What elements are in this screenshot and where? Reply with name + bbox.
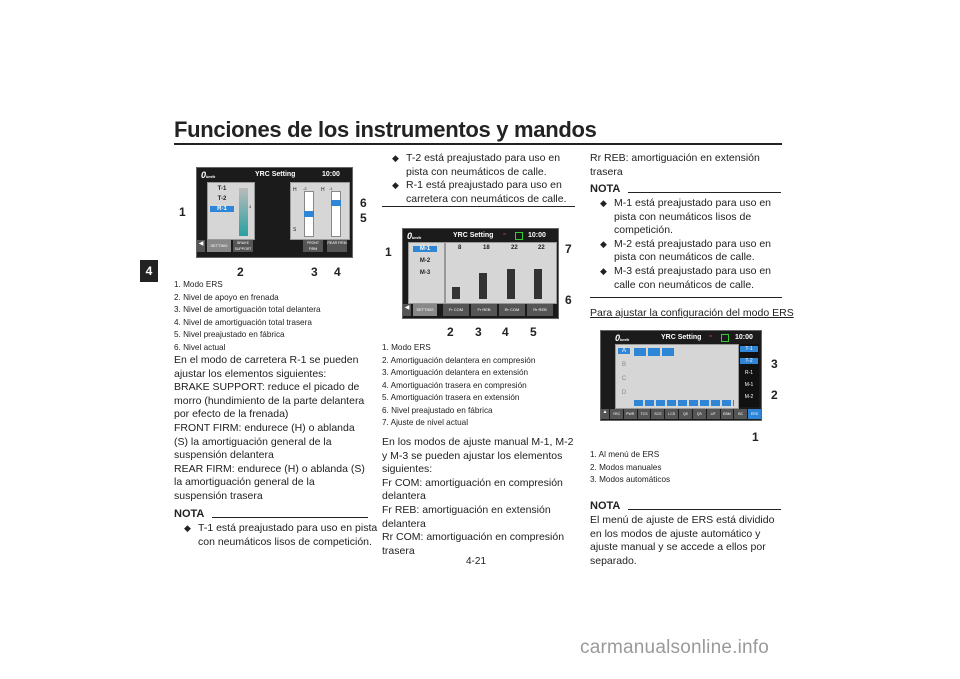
- mode-m1[interactable]: M-1: [413, 246, 437, 252]
- nota-rule: [212, 517, 368, 518]
- callout-2: 2: [771, 388, 778, 402]
- mode-panel: [408, 242, 445, 304]
- battery-icon: [721, 334, 729, 342]
- callout-4: 4: [502, 325, 509, 339]
- fr-com-button[interactable]: Fr COM: [443, 304, 469, 316]
- clock: 10:00: [735, 334, 753, 341]
- fr-reb-value: 18: [483, 245, 490, 251]
- mode-column: [739, 344, 759, 407]
- figure-3-legend: 1. Al menú de ERS 2. Modos manuales 3. Modos automáticos: [590, 450, 671, 484]
- rr-com-button[interactable]: Rr COM: [499, 304, 525, 316]
- callout-4: 4: [334, 265, 341, 279]
- tab-scs[interactable]: SCS: [651, 409, 664, 419]
- setting-button[interactable]: SETTING: [413, 304, 437, 316]
- rear-level-indicator: [331, 200, 341, 206]
- section-tab: 4: [140, 260, 158, 282]
- tab-bc[interactable]: BC: [734, 409, 747, 419]
- nota-label: NOTA: [590, 500, 621, 512]
- front-level-indicator: [304, 211, 314, 217]
- off-cells: [634, 400, 734, 406]
- figure-2-screen: [402, 228, 559, 319]
- tab-lcs[interactable]: LCS: [665, 409, 678, 419]
- mode-m2[interactable]: M-2: [744, 394, 754, 400]
- callout-3: 3: [771, 357, 778, 371]
- rr-com-bar: [507, 269, 515, 299]
- battery-icon: [515, 232, 523, 240]
- mode-t2[interactable]: T-2: [217, 196, 227, 202]
- mode-panel: [207, 182, 255, 240]
- speed-readout: 0km/h: [201, 170, 216, 180]
- callout-1: 1: [385, 245, 392, 259]
- speed-readout: 0km/h: [407, 231, 422, 241]
- rear-h-label: H: [321, 187, 325, 193]
- nota-rule: [628, 192, 781, 193]
- row-b[interactable]: B: [621, 362, 626, 368]
- screen-title: YRC Setting: [453, 232, 494, 239]
- column-3-nota: ◆ M-1 está preajustado para uso en pista con neumáticos lisos de competición. ◆ M-2 está preajustado para uso en pista con neumáticos de calle. ◆ M-3 está preajustado para uso en calle con neumáticos de calle.: [600, 197, 782, 292]
- clock: 10:00: [322, 171, 340, 178]
- front-mark: -2: [303, 186, 307, 191]
- fr-com-value: 8: [458, 245, 462, 251]
- rr-reb-paragraph: Rr REB: amortiguación en extensión trasera: [590, 152, 760, 178]
- speed-readout: 0km/h: [615, 333, 630, 343]
- nota-end-rule: [590, 297, 782, 298]
- callout-5: 5: [530, 325, 537, 339]
- column-1-body: [174, 354, 370, 504]
- brake-support-button[interactable]: BRAKE SUPPORT: [234, 241, 252, 251]
- brake-mark: 4: [249, 204, 252, 209]
- nota-end-rule: [382, 206, 575, 207]
- callout-6: 6: [360, 196, 367, 210]
- callout-2: 2: [237, 265, 244, 279]
- tab-tcs[interactable]: TCS: [638, 409, 651, 419]
- callout-3: 3: [311, 265, 318, 279]
- front-firm-button[interactable]: FRONT FIRM: [303, 240, 323, 252]
- callout-2: 2: [447, 325, 454, 339]
- mode-r1[interactable]: R-1: [744, 370, 754, 376]
- figure-1-screen: [196, 167, 353, 258]
- callout-1: 1: [179, 205, 186, 219]
- row-a-cells: [634, 348, 734, 356]
- tab-qs-up[interactable]: QS: [679, 409, 692, 419]
- mode-m2[interactable]: M-2: [419, 258, 431, 264]
- warning-icon: ≈: [709, 334, 713, 340]
- mode-t2[interactable]: T-2: [740, 358, 758, 364]
- paragraph: BRAKE SUPPORT: reduce el picado de morro (hundimiento de la parte delantera por efecto de la frenada): [174, 381, 365, 421]
- callout-5: 5: [360, 211, 367, 225]
- section-heading: Para ajustar la configuración del modo ERS: [590, 307, 794, 319]
- row-c[interactable]: C: [621, 376, 627, 382]
- mode-m3[interactable]: M-3: [419, 270, 431, 276]
- callout-1: 1: [752, 430, 759, 444]
- paragraph: REAR FIRM: endurece (H) o ablanda (S) la amortiguación general de la suspensión trasera: [174, 462, 365, 502]
- figure-3-screen: [600, 330, 762, 421]
- rr-reb-button[interactable]: Rr REB: [527, 304, 553, 316]
- tab-ers[interactable]: ERS: [748, 409, 761, 419]
- mode-r1[interactable]: R-1: [210, 206, 234, 212]
- clock: 10:00: [528, 232, 546, 239]
- callout-6: 6: [565, 293, 572, 307]
- rr-reb-value: 22: [538, 245, 545, 251]
- paragraph: FRONT FIRM: endurece (H) o ablanda (S) la amortiguación general de la suspensión delantera: [174, 421, 355, 462]
- brake-support-bar: [239, 188, 248, 236]
- rear-firm-bar: [331, 191, 341, 237]
- back-arrow-icon[interactable]: ▲: [601, 409, 609, 419]
- warning-icon: ≈: [503, 232, 507, 238]
- tab-ebm[interactable]: EBM: [721, 409, 734, 419]
- rear-firm-button[interactable]: REAR FIRM: [327, 240, 347, 252]
- firm-panel: [290, 182, 350, 240]
- damping-panel: [445, 242, 557, 304]
- back-arrow-icon[interactable]: ◀: [197, 240, 205, 252]
- rear-mark: -1: [329, 186, 333, 191]
- header-rule: [174, 143, 782, 145]
- screen-title: YRC Setting: [255, 171, 296, 178]
- figure-2-legend: 1. Modo ERS 2. Amortiguación delantera en compresión 3. Amortiguación delantera en extensión 4. Amortiguación trasera en compresión 5. Amortiguación trasera en extensión 6. Nivel preajustado en fábrica 7. Ajuste de nivel actual: [382, 343, 536, 427]
- column-2-body: En los modos de ajuste manual M-1, M-2 y M-3 se pueden ajustar los elementos siguientes: Fr COM: amortiguación en compresión delantera Fr REB: amortiguación en extensión delantera Rr COM: amortiguación en compresión trasera: [382, 436, 574, 557]
- fr-reb-bar: [479, 273, 487, 299]
- watermark: carmanualsonline.info: [580, 637, 770, 658]
- page-number: 4-21: [466, 556, 487, 567]
- tab-pwr[interactable]: PWR: [624, 409, 637, 419]
- tab-lif[interactable]: LIF: [707, 409, 720, 419]
- callout-7: 7: [565, 242, 572, 256]
- screen-title: YRC Setting: [661, 334, 702, 341]
- paragraph: En el modo de carretera R-1 se pueden ajustar los elementos siguientes:: [174, 354, 359, 380]
- back-arrow-icon[interactable]: ◀: [403, 304, 411, 316]
- mode-t1[interactable]: T-1: [740, 346, 758, 352]
- front-h-label: H: [293, 187, 297, 193]
- figure-1-legend: 1. Modo ERS 2. Nivel de apoyo en frenada 3. Nivel de amortiguación total delantera 4. Nivel de amortiguación total trasera 5. Nivel preajustado en fábrica 6. Nivel actual: [174, 280, 321, 352]
- ers-menu-note: El menú de ajuste de ERS está dividido en los modos de ajuste automático y ajuste manual y se accede a ellos por separado.: [590, 514, 775, 567]
- menu-tab-bar: [601, 409, 761, 419]
- rr-reb-bar: [534, 269, 542, 299]
- nota-rule: [628, 509, 781, 510]
- tab-yrc[interactable]: YRC: [610, 409, 623, 419]
- page-title: Funciones de los instrumentos y mandos: [174, 117, 597, 142]
- mode-t1[interactable]: T-1: [217, 186, 227, 192]
- front-s-label: S: [293, 227, 297, 233]
- nota-bullet: ◆ T-1 está preajustado para uso en pista con neumáticos lisos de competición.: [184, 522, 382, 549]
- row-a[interactable]: A: [618, 348, 630, 354]
- rr-com-value: 22: [511, 245, 518, 251]
- nota-label: NOTA: [590, 183, 621, 195]
- tab-qs-down[interactable]: QS: [693, 409, 706, 419]
- setting-button[interactable]: SETTING: [207, 240, 231, 252]
- mode-m1[interactable]: M-1: [744, 382, 754, 388]
- nota-label: NOTA: [174, 508, 205, 520]
- settings-grid: [615, 344, 739, 409]
- column-2-bullets: ◆ T-2 está preajustado para uso en pista con neumáticos de calle. ◆ R-1 está preajustado para uso en carretera con neumáticos de calle.: [382, 152, 576, 206]
- row-d[interactable]: D: [621, 390, 627, 396]
- fr-com-bar: [452, 287, 460, 299]
- fr-reb-button[interactable]: Fr REB: [471, 304, 497, 316]
- callout-3: 3: [475, 325, 482, 339]
